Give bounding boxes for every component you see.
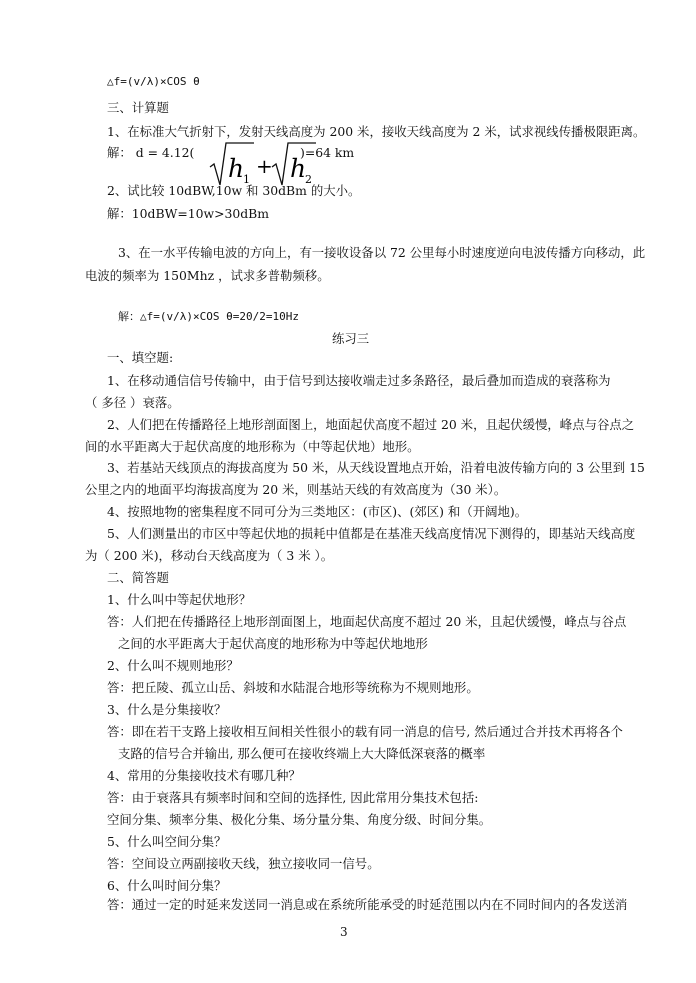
question-text: 为（ 200 米)，移动台天线高度为（ 3 米 ）。 xyxy=(85,548,334,563)
h2-subscript: 2 xyxy=(305,173,312,186)
question-text: 电波的频率为 150Mhz ，试求多普勒频移。 xyxy=(85,268,330,283)
answer-text: 答：人们把在传播路径上地形剖面图上，地面起伏高度不超过 20 米，且起伏缓慢，峰点与谷点 xyxy=(107,614,627,629)
answer-text: 答：由于衰落具有频率时间和空间的选择性, 因此常用分集技术包括: xyxy=(107,790,479,805)
plus-sign: + xyxy=(256,154,273,178)
answer-text: )=64 km xyxy=(300,145,355,160)
formula-line: △f=(v/λ)×COS θ xyxy=(107,75,200,88)
question-text: 3、若基站天线顶点的海拔高度为 50 米，从天线设置地点开始，沿着电波传输方向的 3 公里到 15 xyxy=(107,460,645,475)
question-text: 2、什么叫不规则地形？ xyxy=(107,658,239,673)
answer-text: 解：10dBW=10w>30dBm xyxy=(107,206,270,221)
answer-text: 答：通过一定的时延来发送同一消息或在系统所能承受的时延范围以内在不同时间内的各发送消 xyxy=(107,897,628,912)
h1-subscript: 1 xyxy=(243,173,250,186)
sqrt-formula xyxy=(208,139,318,189)
question-text: 间的水平距离大于起伏高度的地形称为（中等起伏地）地形。 xyxy=(85,439,420,454)
h1-symbol: h xyxy=(228,154,245,183)
question-text: 1、在标准大气折射下，发射天线高度为 200 米，接收天线高度为 2 米，试求视线传播极限距离。 xyxy=(107,124,646,139)
answer-text: 答：空间设立两副接收天线，独立接收同一信号。 xyxy=(107,856,380,871)
answer-text: 解：△f=(v/λ)×COS θ=20/2=10Hz xyxy=(118,310,299,323)
question-text: 5、什么叫空间分集？ xyxy=(107,834,227,849)
answer-text: 答：即在若干支路上接收相互间相关性很小的载有同一消息的信号, 然后通过合并技术再将各个 xyxy=(107,724,623,739)
question-text: 1、在移动通信信号传输中，由于信号到达接收端走过多条路径，最后叠加而造成的衰落称为 xyxy=(107,373,611,388)
h2-symbol: h xyxy=(290,154,307,183)
question-text: 3、在一水平传输电波的方向上，有一接收设备以 72 公里每小时速度逆向电波传播方向移动，此 xyxy=(118,245,646,260)
question-text: 公里之内的地面平均海拔高度为 20 米，则基站天线的有效高度为（30 米）。 xyxy=(85,482,507,497)
section-heading: 三、计算题 xyxy=(107,100,169,115)
question-text: 2、人们把在传播路径上地形剖面图上，地面起伏高度不超过 20 米，且起伏缓慢，峰点与谷点之 xyxy=(107,417,635,432)
question-text: 5、人们测量出的市区中等起伏地的损耗中值都是在基准天线高度情况下测得的，即基站天线高度 xyxy=(107,526,636,541)
page-number: 3 xyxy=(340,925,348,939)
question-text: 6、什么叫时间分集？ xyxy=(107,878,227,893)
answer-text: 答：把丘陵、孤立山岳、斜坡和水陆混合地形等统称为不规则地形。 xyxy=(107,680,479,695)
answer-text: 之间的水平距离大于起伏高度的地形称为中等起伏地地形 xyxy=(118,636,428,651)
question-text: 4、常用的分集接收技术有哪几种？ xyxy=(107,768,301,783)
question-text: 1、什么叫中等起伏地形？ xyxy=(107,592,252,607)
question-text: 4、按照地物的密集程度不同可分为三类地区：(市区)、(郊区) 和（开阔地)。 xyxy=(107,504,528,519)
question-text: 3、什么是分集接收？ xyxy=(107,702,227,717)
chapter-title: 练习三 xyxy=(332,331,370,346)
answer-text: 空间分集、频率分集、极化分集、场分量分集、角度分级、时间分集。 xyxy=(107,812,492,827)
section-heading: 一、填空题: xyxy=(107,350,174,365)
question-text: 2、试比较 10dBW,10w 和 30dBm 的大小。 xyxy=(107,183,361,198)
answer-text: 解： d = 4.12( xyxy=(107,145,195,160)
answer-text: 支路的信号合并输出, 那么便可在接收终端上大大降低深衰落的概率 xyxy=(118,746,486,761)
section-heading: 二、简答题 xyxy=(107,570,169,585)
question-text: （ 多径 ）衰落。 xyxy=(85,395,180,410)
